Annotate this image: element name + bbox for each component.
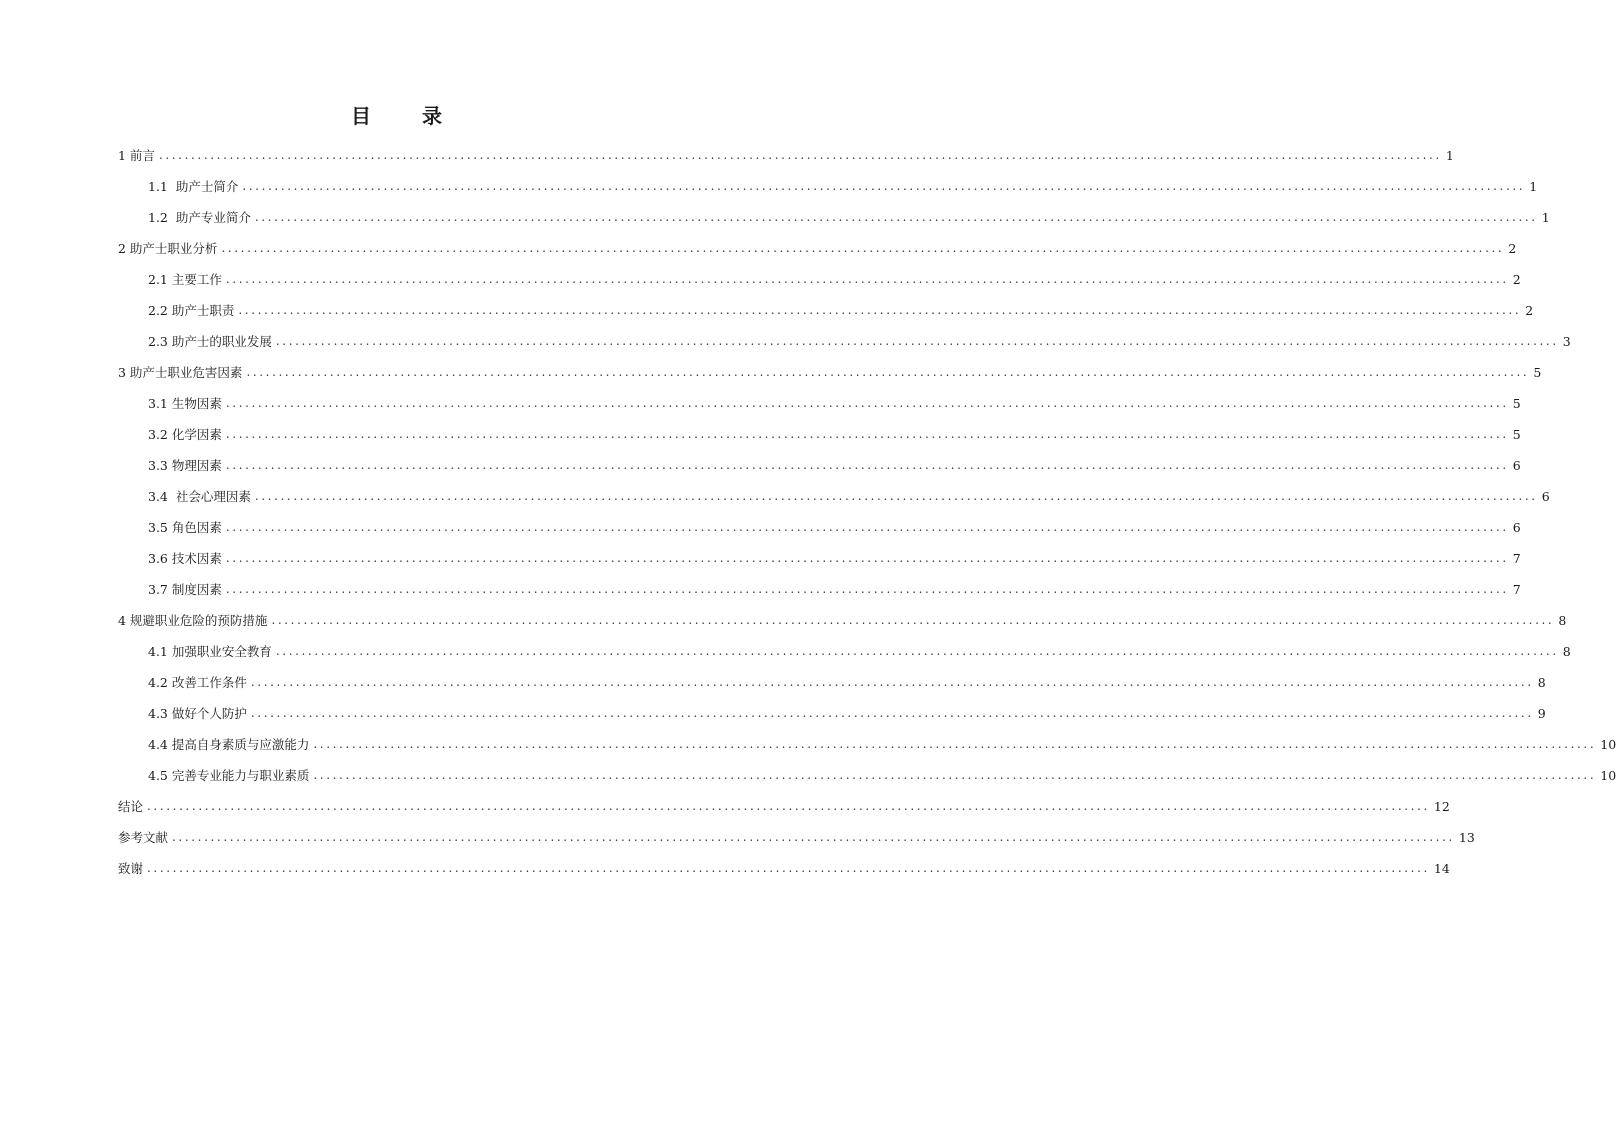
dot-leader: ........................................................................................................................................................................................................	[271, 613, 1555, 627]
toc-entry-label: 1.1 助产士简介	[148, 179, 239, 194]
toc-entry-page-number: 6	[1512, 520, 1521, 535]
dot-leader: ........................................................................................................................................................................................................	[172, 830, 1455, 844]
toc-entry[interactable]	[118, 295, 1534, 326]
toc-entry[interactable]	[118, 171, 1538, 202]
dot-leader: ........................................................................................................................................................................................................	[254, 489, 1538, 503]
toc-entry[interactable]	[118, 357, 1542, 388]
dot-leader: ........................................................................................................................................................................................................	[225, 272, 1509, 286]
toc-entry-page-number: 7	[1512, 582, 1521, 597]
toc-entry[interactable]	[118, 233, 1517, 264]
toc-entry-label: 4.1 加强职业安全教育	[148, 644, 272, 659]
toc-entry-label: 3.1 生物因素	[148, 396, 222, 411]
toc-entry-page-number: 2	[1508, 241, 1517, 256]
toc-entry-page-number: 6	[1541, 489, 1550, 504]
toc-entry[interactable]	[118, 512, 1521, 543]
toc-entry-page-number: 5	[1512, 396, 1521, 411]
toc-entry-page-number: 7	[1512, 551, 1521, 566]
toc-entry-page-number: 3	[1562, 334, 1571, 349]
toc-entry[interactable]	[118, 667, 1546, 698]
dot-leader: ........................................................................................................................................................................................................	[225, 396, 1509, 410]
toc-entry-page-number: 10	[1600, 768, 1616, 783]
toc-entry-label: 2.3 助产士的职业发展	[148, 334, 272, 349]
toc-entry-label: 致谢	[118, 861, 144, 876]
dot-leader: ........................................................................................................................................................................................................	[242, 179, 1526, 193]
toc-entry-page-number: 2	[1512, 272, 1521, 287]
toc-entry-page-number: 14	[1433, 861, 1450, 876]
table-of-contents	[118, 140, 1616, 884]
toc-entry-page-number: 2	[1525, 303, 1534, 318]
toc-entry-page-number: 8	[1562, 644, 1571, 659]
toc-entry-page-number: 1	[1541, 210, 1550, 225]
page-title: 目 录	[351, 104, 464, 128]
toc-entry-label: 4.4 提高自身素质与应激能力	[148, 737, 310, 752]
toc-entry-label: 2 助产士职业分析	[118, 241, 218, 256]
toc-entry-page-number: 8	[1558, 613, 1567, 628]
toc-entry[interactable]	[118, 791, 1450, 822]
dot-leader: ........................................................................................................................................................................................................	[225, 520, 1509, 534]
dot-leader: ........................................................................................................................................................................................................	[275, 334, 1559, 348]
toc-entry-page-number: 5	[1512, 427, 1521, 442]
dot-leader: ........................................................................................................................................................................................................	[313, 737, 1597, 751]
toc-entry[interactable]	[118, 729, 1616, 760]
dot-leader: ........................................................................................................................................................................................................	[225, 427, 1509, 441]
toc-entry-label: 3.7 制度因素	[148, 582, 222, 597]
toc-entry-label: 4.2 改善工作条件	[148, 675, 247, 690]
toc-entry-page-number: 5	[1533, 365, 1542, 380]
toc-entry[interactable]	[118, 636, 1571, 667]
toc-entry-label: 3.5 角色因素	[148, 520, 222, 535]
toc-entry[interactable]	[118, 326, 1571, 357]
dot-leader: ........................................................................................................................................................................................................	[275, 644, 1559, 658]
toc-entry-label: 结论	[118, 799, 144, 814]
toc-entry-page-number: 1	[1445, 148, 1454, 163]
toc-entry-page-number: 13	[1458, 830, 1475, 845]
toc-entry-label: 4.3 做好个人防护	[148, 706, 247, 721]
dot-leader: ........................................................................................................................................................................................................	[254, 210, 1538, 224]
dot-leader: ........................................................................................................................................................................................................	[221, 241, 1505, 255]
dot-leader: ........................................................................................................................................................................................................	[225, 582, 1509, 596]
toc-entry-page-number: 8	[1537, 675, 1546, 690]
dot-leader: ........................................................................................................................................................................................................	[225, 458, 1509, 472]
toc-entry-label: 3 助产士职业危害因素	[118, 365, 243, 380]
toc-entry[interactable]	[118, 450, 1521, 481]
toc-entry[interactable]	[118, 481, 1550, 512]
toc-entry-label: 2.1 主要工作	[148, 272, 222, 287]
toc-entry[interactable]	[118, 419, 1521, 450]
toc-entry-label: 4.5 完善专业能力与职业素质	[148, 768, 310, 783]
toc-entry-label: 1 前言	[118, 148, 155, 163]
toc-entry[interactable]	[118, 822, 1475, 853]
toc-entry-label: 参考文献	[118, 830, 169, 845]
toc-entry-label: 3.6 技术因素	[148, 551, 222, 566]
toc-entry-label: 3.3 物理因素	[148, 458, 222, 473]
toc-entry[interactable]	[118, 698, 1546, 729]
toc-entry-label: 3.2 化学因素	[148, 427, 222, 442]
toc-entry-label: 1.2 助产专业简介	[148, 210, 251, 225]
dot-leader: ........................................................................................................................................................................................................	[147, 799, 1430, 813]
toc-entry-page-number: 9	[1537, 706, 1546, 721]
toc-entry[interactable]	[118, 574, 1521, 605]
toc-entry-label: 2.2 助产士职责	[148, 303, 235, 318]
toc-entry-label: 4 规避职业危险的预防措施	[118, 613, 268, 628]
dot-leader: ........................................................................................................................................................................................................	[313, 768, 1597, 782]
toc-entry-page-number: 1	[1529, 179, 1538, 194]
toc-entry[interactable]	[118, 140, 1454, 171]
dot-leader: ........................................................................................................................................................................................................	[225, 551, 1509, 565]
toc-entry-page-number: 6	[1512, 458, 1521, 473]
toc-entry[interactable]	[118, 264, 1521, 295]
toc-entry[interactable]	[118, 853, 1450, 884]
toc-entry-page-number: 10	[1600, 737, 1616, 752]
toc-entry[interactable]	[118, 543, 1521, 574]
toc-entry-page-number: 12	[1433, 799, 1450, 814]
dot-leader: ........................................................................................................................................................................................................	[250, 675, 1534, 689]
toc-entry[interactable]	[118, 605, 1567, 636]
dot-leader: ........................................................................................................................................................................................................	[250, 706, 1534, 720]
toc-entry[interactable]	[118, 388, 1521, 419]
toc-entry-label: 3.4 社会心理因素	[148, 489, 251, 504]
toc-entry[interactable]	[118, 202, 1550, 233]
dot-leader: ........................................................................................................................................................................................................	[158, 148, 1442, 162]
dot-leader: ........................................................................................................................................................................................................	[246, 365, 1530, 379]
dot-leader: ........................................................................................................................................................................................................	[147, 861, 1430, 875]
dot-leader: ........................................................................................................................................................................................................	[238, 303, 1522, 317]
toc-entry[interactable]	[118, 760, 1616, 791]
